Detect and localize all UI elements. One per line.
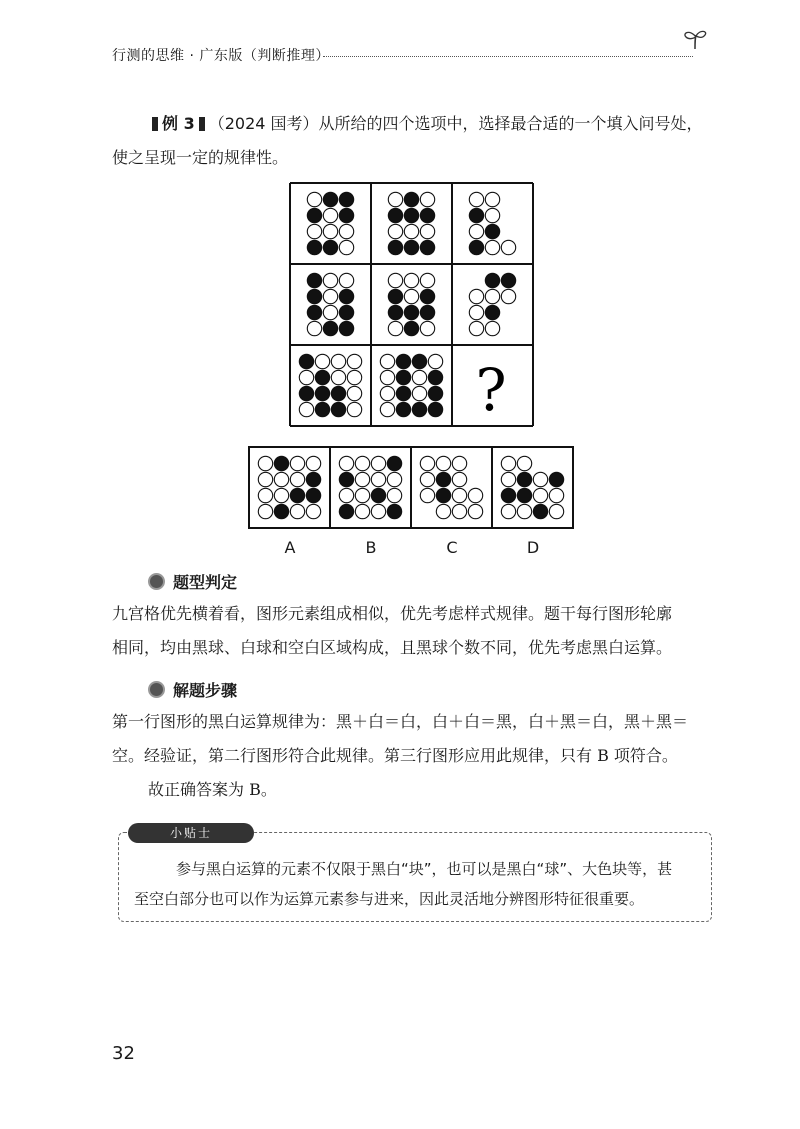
black-ball xyxy=(420,289,434,303)
white-ball xyxy=(371,456,385,470)
white-ball xyxy=(387,472,401,486)
black-ball xyxy=(420,305,434,319)
black-ball xyxy=(387,456,401,470)
black-ball xyxy=(517,488,531,502)
black-ball xyxy=(371,488,385,502)
white-ball xyxy=(485,192,499,206)
white-ball xyxy=(517,504,531,518)
black-ball xyxy=(428,386,442,400)
option-a[interactable] xyxy=(258,456,320,518)
white-ball xyxy=(323,305,337,319)
white-ball xyxy=(380,402,394,416)
white-ball xyxy=(347,354,361,368)
white-ball xyxy=(420,321,434,335)
black-ball xyxy=(412,402,426,416)
black-ball xyxy=(396,370,410,384)
white-ball xyxy=(331,370,345,384)
black-ball xyxy=(307,305,321,319)
white-ball xyxy=(468,504,482,518)
white-ball xyxy=(436,504,450,518)
black-ball xyxy=(339,305,353,319)
black-ball xyxy=(388,289,402,303)
white-ball xyxy=(452,504,466,518)
option-label-a[interactable]: A xyxy=(284,538,296,557)
black-ball xyxy=(331,386,345,400)
white-ball xyxy=(549,504,563,518)
white-ball xyxy=(404,289,418,303)
white-ball xyxy=(412,370,426,384)
black-ball xyxy=(323,192,337,206)
section-bullet-icon xyxy=(148,573,165,590)
black-ball xyxy=(485,273,499,287)
white-ball xyxy=(452,488,466,502)
black-ball xyxy=(274,504,288,518)
black-ball xyxy=(420,208,434,222)
white-ball xyxy=(331,354,345,368)
white-ball xyxy=(307,192,321,206)
question-stem-line2: 使之呈现一定的规律性。 xyxy=(112,148,289,167)
white-ball xyxy=(469,305,483,319)
black-ball xyxy=(339,289,353,303)
white-ball xyxy=(380,386,394,400)
white-ball xyxy=(404,224,418,238)
white-ball xyxy=(501,240,515,254)
puzzle-cell-7 xyxy=(299,354,361,416)
white-ball xyxy=(420,192,434,206)
option-b[interactable] xyxy=(339,456,401,518)
black-ball xyxy=(485,224,499,238)
white-ball xyxy=(323,289,337,303)
white-ball xyxy=(469,289,483,303)
white-ball xyxy=(533,472,547,486)
white-ball xyxy=(469,321,483,335)
puzzle-cell-3 xyxy=(469,192,515,254)
black-ball xyxy=(315,370,329,384)
puzzle-cell-2 xyxy=(388,192,434,254)
white-ball xyxy=(388,321,402,335)
white-ball xyxy=(452,472,466,486)
black-ball xyxy=(339,504,353,518)
black-ball xyxy=(299,354,313,368)
white-ball xyxy=(380,354,394,368)
section1-line1: 九宫格优先横着看，图形元素组成相似，优先考虑样式规律。题干每行图形轮廓 xyxy=(112,604,673,623)
black-ball xyxy=(307,240,321,254)
black-ball xyxy=(307,273,321,287)
white-ball xyxy=(380,370,394,384)
white-ball xyxy=(355,456,369,470)
white-ball xyxy=(388,273,402,287)
black-ball xyxy=(501,488,515,502)
black-ball xyxy=(339,472,353,486)
white-ball xyxy=(549,488,563,502)
puzzle-cell-8 xyxy=(380,354,442,416)
black-ball xyxy=(290,488,304,502)
white-ball xyxy=(485,208,499,222)
puzzle-cell-4 xyxy=(307,273,353,335)
white-ball xyxy=(274,488,288,502)
black-ball xyxy=(306,488,320,502)
tip-line1: 参与黑白运算的元素不仅限于黑白“块”，也可以是黑白“球”、大色块等，甚 xyxy=(176,860,673,878)
black-ball xyxy=(396,402,410,416)
white-ball xyxy=(339,456,353,470)
section2-line1: 第一行图形的黑白运算规律为：黑＋白＝白，白＋白＝黑，白＋黑＝白，黑＋黑＝ xyxy=(112,712,689,731)
black-ball xyxy=(404,208,418,222)
black-ball xyxy=(469,208,483,222)
black-ball xyxy=(469,240,483,254)
white-ball xyxy=(501,289,515,303)
white-ball xyxy=(501,472,515,486)
white-ball xyxy=(371,504,385,518)
black-ball xyxy=(339,208,353,222)
black-ball xyxy=(485,305,499,319)
black-ball xyxy=(404,192,418,206)
black-ball xyxy=(533,504,547,518)
black-ball xyxy=(315,386,329,400)
black-ball xyxy=(307,208,321,222)
white-ball xyxy=(485,289,499,303)
answer-line: 故正确答案为 B。 xyxy=(148,780,277,799)
tip-badge: 小贴士 xyxy=(128,823,254,843)
white-ball xyxy=(469,224,483,238)
section2-line2: 空。经验证，第二行图形符合此规律。第三行图形应用此规律，只有 B 项符合。 xyxy=(112,746,678,765)
white-ball xyxy=(307,224,321,238)
white-ball xyxy=(315,354,329,368)
puzzle-figure xyxy=(0,0,800,560)
option-label-d[interactable]: D xyxy=(526,538,540,557)
black-ball xyxy=(339,192,353,206)
white-ball xyxy=(412,386,426,400)
white-ball xyxy=(307,321,321,335)
white-ball xyxy=(355,472,369,486)
white-ball xyxy=(468,488,482,502)
section-heading-type: 题型判定 xyxy=(148,570,237,593)
section-bullet-icon xyxy=(148,681,165,698)
white-ball xyxy=(258,456,272,470)
option-label-b[interactable]: B xyxy=(365,538,377,557)
white-ball xyxy=(323,273,337,287)
white-ball xyxy=(258,472,272,486)
white-ball xyxy=(388,224,402,238)
white-ball xyxy=(299,370,313,384)
white-ball xyxy=(290,472,304,486)
white-ball xyxy=(290,456,304,470)
white-ball xyxy=(452,456,466,470)
black-ball xyxy=(331,402,345,416)
black-ball xyxy=(388,305,402,319)
white-ball xyxy=(420,224,434,238)
white-ball xyxy=(274,472,288,486)
white-ball xyxy=(347,370,361,384)
black-ball xyxy=(388,240,402,254)
black-ball xyxy=(412,354,426,368)
black-ball xyxy=(420,240,434,254)
white-ball xyxy=(306,504,320,518)
white-ball xyxy=(436,456,450,470)
white-ball xyxy=(420,456,434,470)
running-header: 行测的思维 · 广东版（判断推理） xyxy=(112,48,330,64)
white-ball xyxy=(533,488,547,502)
black-ball xyxy=(323,240,337,254)
puzzle-cell-6 xyxy=(469,273,515,335)
black-ball xyxy=(339,321,353,335)
white-ball xyxy=(339,224,353,238)
white-ball xyxy=(420,273,434,287)
white-ball xyxy=(299,402,313,416)
white-ball xyxy=(339,240,353,254)
black-ball xyxy=(404,305,418,319)
black-ball xyxy=(404,321,418,335)
puzzle-cell-5 xyxy=(388,273,434,335)
black-ball xyxy=(307,289,321,303)
white-ball xyxy=(501,504,515,518)
black-ball xyxy=(404,240,418,254)
white-ball xyxy=(306,456,320,470)
white-ball xyxy=(371,472,385,486)
stem-text: （2024 国考）从所给的四个选项中，选择最合适的一个填入问号处， xyxy=(208,114,703,133)
black-ball xyxy=(517,472,531,486)
black-ball xyxy=(436,472,450,486)
white-ball xyxy=(469,192,483,206)
option-d[interactable] xyxy=(501,456,563,518)
white-ball xyxy=(258,504,272,518)
white-ball xyxy=(420,472,434,486)
white-ball xyxy=(485,240,499,254)
white-ball xyxy=(387,488,401,502)
white-ball xyxy=(323,224,337,238)
black-ball xyxy=(436,488,450,502)
white-ball xyxy=(517,456,531,470)
page-number: 32 xyxy=(112,1043,135,1064)
black-ball xyxy=(274,456,288,470)
section1-line2: 相同，均由黑球、白球和空白区域构成，且黑球个数不同，优先考虑黑白运算。 xyxy=(112,638,673,657)
white-ball xyxy=(428,354,442,368)
black-ball xyxy=(549,472,563,486)
black-ball xyxy=(299,386,313,400)
white-ball xyxy=(355,504,369,518)
puzzle-cell-9: ? xyxy=(475,356,507,424)
black-ball xyxy=(396,354,410,368)
black-ball xyxy=(428,370,442,384)
white-ball xyxy=(404,273,418,287)
white-ball xyxy=(355,488,369,502)
option-c[interactable] xyxy=(420,456,482,518)
white-ball xyxy=(258,488,272,502)
black-ball xyxy=(428,402,442,416)
example-label: 例 3 xyxy=(162,114,195,133)
white-ball xyxy=(420,488,434,502)
tip-line2: 至空白部分也可以作为运算元素参与进来，因此灵活地分辨图形特征很重要。 xyxy=(134,890,645,908)
black-ball xyxy=(388,208,402,222)
white-ball xyxy=(347,402,361,416)
black-ball xyxy=(306,472,320,486)
puzzle-cell-1 xyxy=(307,192,353,254)
black-ball xyxy=(396,386,410,400)
black-ball xyxy=(501,273,515,287)
white-ball xyxy=(485,321,499,335)
white-ball xyxy=(388,192,402,206)
white-ball xyxy=(347,386,361,400)
black-ball xyxy=(387,504,401,518)
black-ball xyxy=(315,402,329,416)
black-ball xyxy=(323,321,337,335)
white-ball xyxy=(339,488,353,502)
white-ball xyxy=(323,208,337,222)
white-ball xyxy=(290,504,304,518)
white-ball xyxy=(339,273,353,287)
white-ball xyxy=(501,456,515,470)
section-heading-steps: 解题步骤 xyxy=(148,678,237,701)
option-label-c[interactable]: C xyxy=(446,538,458,557)
